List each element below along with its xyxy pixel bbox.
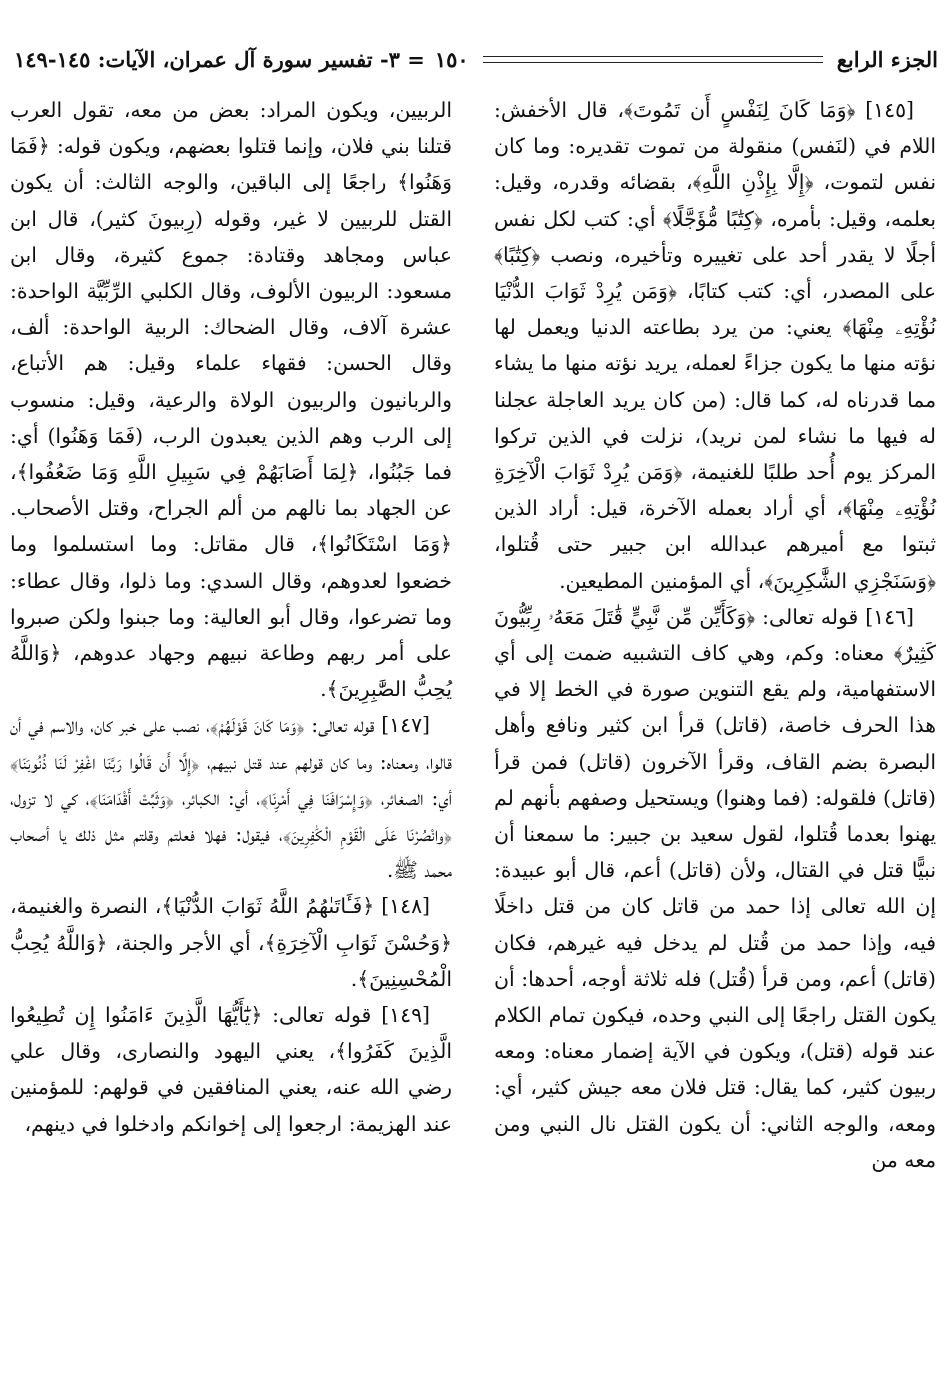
page-number: ١٥٠ — [434, 46, 469, 72]
paragraph-148: [١٤٨] ﴿فَـَٔاتَىٰهُمُ اللَّهُ ثَوَابَ الدُّنْيَا﴾، النصرة والغنيمة، ﴿وَحُسْنَ ثَوَابِ الْآخِرَةِ﴾، أي الأجر والجنة، ﴿وَاللَّهُ يُحِبُّ الْمُحْسِنِينَ﴾. — [10, 894, 452, 991]
right-column — [494, 92, 936, 1178]
paragraph-146: [١٤٦] قوله تعالى: ﴿وَكَأَيِّن مِّن نَّبِيٍّ قَٰتَلَ مَعَهُۥ رِبِّيُّونَ كَثِيرٌ﴾ معناه: وكم، وهي كاف التشبيه ضمت إلى أي الاستفهامية، ولم يقع التنوين صورة في الخط إلا في هذا الحرف خاصة، (قاتل) قرأ ابن كثير ونافع وأهل البصرة بضم القاف، وقرأ الآخرون (قاتل) فمن قرأ (قاتل) فلقوله: (فما وهنوا) ويستحيل وصفهم بأنهم لم يهنوا بعدما قُتلوا، لقول سعيد بن جبير: ما سمعنا أن نبيًّا قتل في القتال، ولأن (قاتل) أعم، قال أبو عبيدة: إن الله تعالى إذا حمد من قاتل كان من قتل داخلًا فيه، وإذا حمد من قُتل لم يدخل فيه غيرهم، فكان (قاتل) أعم، ومن قرأ (قُتل) فله ثلاثة أوجه، أحدها: أن يكون القتل راجعًا إلى النبي وحده، فيكون تمام الكلام عند قوله (قتل)، ويكون في الآية إضمار معناه: ومعه ربيون كثير، كما يقال: قتل فلان معه جيش كثير، أي: ومعه، والوجه الثاني: أن يكون القتل نال النبي ومن معه من — [494, 604, 936, 1172]
section-title: = ٣- تفسير سورة آل عمران، الآيات: ١٤٥-١٤٩ — [14, 46, 425, 72]
part-title: الجزء الرابع — [836, 46, 938, 72]
paragraph-145: [١٤٥] ﴿وَمَا كَانَ لِنَفْسٍ أَن تَمُوتَ﴾، قال الأخفش: اللام في (لنَفس) منقولة من تموت تقديره: وما كان نفس لتموت، ﴿إِلَّا بِإِذْنِ اللَّهِ﴾، بقضائه وقدره، وقيل: بعلمه، وقيل: بأمره، ﴿كِتَٰبًا مُّؤَجَّلًا﴾ أي: كتب لكل نفس أجلًا لا يقدر أحد على تغييره وتأخيره، ونصب ﴿كِتَٰبًا﴾ على المصدر، أي: كتب كتابًا، ﴿وَمَن يُرِدْ ثَوَابَ الدُّنْيَا نُؤْتِهِۦ مِنْهَا﴾ يعني: من يرد بطاعته الدنيا ويعمل لها نؤته منها ما يكون جزاءً لعمله، يريد نؤته منها ما يشاء مما قدرناه له، كما قال: (من كان يريد العاجلة عجلنا له فيها ما نشاء لمن نريد)، نزلت في الذين تركوا المركز يوم أُحد طلبًا للغنيمة، ﴿وَمَن يُرِدْ ثَوَابَ الْآخِرَةِ نُؤْتِهِۦ مِنْهَا﴾، أي أراد بعمله الآخرة، قيل: أراد الذين ثبتوا مع أميرهم عبدالله ابن جبير حتى قُتلوا، ﴿وَسَنَجْزِي الشَّٰكِرِينَ﴾، أي المؤمنين المطيعين. — [494, 98, 936, 593]
paragraph-149: [١٤٩] قوله تعالى: ﴿يَٰٓأَيُّهَا الَّذِينَ ءَامَنُوا إِن تُطِيعُوا الَّذِينَ كَفَرُوا﴾، يعني اليهود والنصارى، وقال علي رضي الله عنه، يعني المنافقين في قولهم: للمؤمنين عند الهزيمة: ارجعوا إلى إخوانكم وادخلوا في دينهم، — [10, 1003, 452, 1136]
paragraph-146-continued: الربيين، ويكون المراد: بعض من معه، تقول العرب قتلنا بني فلان، وإنما قتلوا بعضهم، ويكون قوله: ﴿فَمَا وَهَنُوا﴾ راجعًا إلى الباقين، والوجه الثالث: أن يكون القتل للربيين لا غير، وقوله (رِبيونَ كثير)، قال ابن عباس ومجاهد وقتادة: جموع كثيرة، وقال ابن مسعود: الربيون الألوف، وقال الكلبي الرِّبِّيَّة الواحدة: عشرة آلاف، وقال الضحاك: الربية الواحدة: ألف، وقال الحسن: فقهاء علماء وقيل: هم الأتباع، والربانيون والربيون الولاة والرعية، وقيل: منسوب إلى الرب وهم الذين يعبدون الرب، (فَمَا وَهَنُوا) أي: فما جَبُنُوا، ﴿لِمَا أَصَابَهُمْ فِي سَبِيلِ اللَّهِ وَمَا ضَعُفُوا﴾، عن الجهاد بما نالهم من ألم الجراح، وقتل الأصحاب. ﴿وَمَا اسْتَكَانُوا﴾، قال مقاتل: وما استسلموا وما خضعوا لعدوهم، وقال السدي: وما ذلوا، وقال عطاء: وما تضرعوا، وقال أبو العالية: وما جبنوا ولكن صبروا على أمر ربهم وطاعة نبيهم وجهاد عدوهم، ﴿وَاللَّهُ يُحِبُّ الصَّٰبِرِينَ﴾. — [10, 98, 452, 702]
left-column — [10, 92, 452, 1142]
paragraph-147: [١٤٧] قوله تعالى: ﴿وَمَا كَانَ قَوْلَهُمْ﴾، نصب على خبر كان، والاسم في أن قالوا، ومعناه: وما كان قولهم عند قتل نبيهم، ﴿إِلَّا أَن قَالُوا رَبَّنَا اغْفِرْ لَنَا ذُنُوبَنَا﴾ أي: الصغائر، ﴿وَإِسْرَافَنَا فِي أَمْرِنَا﴾، أي: الكبائر، ﴿وَثَبِّتْ أَقْدَامَنَا﴾، كي لا تزول، ﴿وانْصُرْنَا عَلَى الْقَوْمِ الْكَٰفِرِينَ﴾، فيقول: فهلا فعلتم وقلتم مثل ذلك يا أصحاب محمد ﷺ. — [10, 713, 452, 883]
page-header — [14, 36, 938, 82]
header-rule — [483, 56, 823, 63]
